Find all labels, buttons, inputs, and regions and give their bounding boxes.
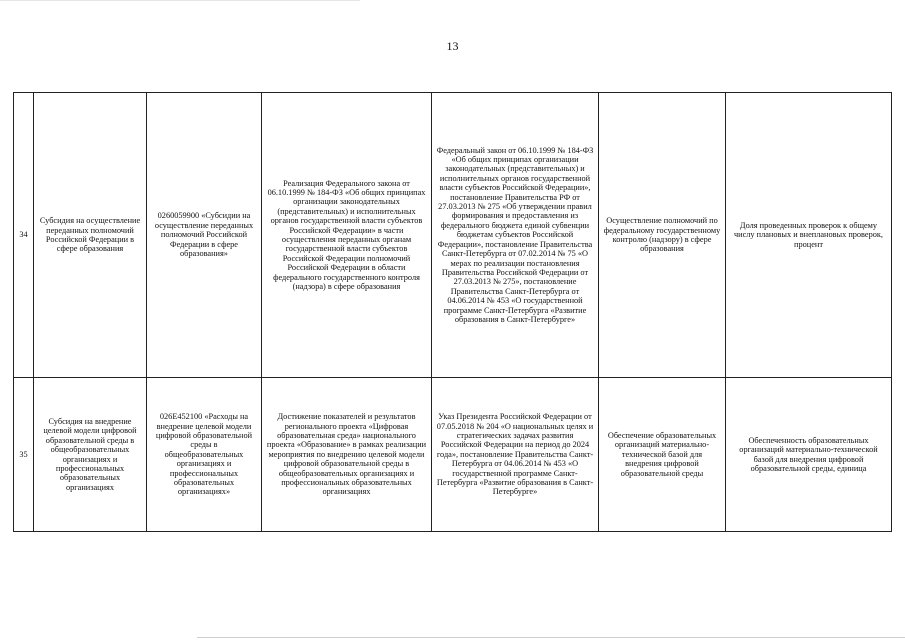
subsidy-name-cell: Субсидия на осуществление переданных полномочий Российской Федерации в сфере образования bbox=[34, 93, 147, 378]
row-number: 34 bbox=[14, 93, 34, 378]
row-number: 35 bbox=[14, 378, 34, 532]
subsidy-table bbox=[13, 92, 892, 532]
indicator-cell: Обеспеченность образовательных организаций материально-технической базой для внедрения цифровой образовательной среды, единица bbox=[726, 378, 892, 532]
top-edge-line bbox=[0, 0, 360, 1]
legal-basis-cell: Указ Президента Российской Федерации от 07.05.2018 № 204 «О национальных целях и стратегических задачах развития Российской Федерации на период до 2024 года», постановление Правительства Санкт-Петербурга от 04.06.2014 № 453 «О государственной программе Санкт-Петербурга «Развитие образования в Санкт-Петербурге» bbox=[432, 378, 599, 532]
budget-code-cell: 0260059900 «Субсидии на осуществление переданных полномочий Российской Федерации в сфере образования» bbox=[147, 93, 262, 378]
legal-basis-cell: Федеральный закон от 06.10.1999 № 184-ФЗ «Об общих принципах организации законодательных (представительных) и исполнительных органов государственной власти субъектов Российской Федерации», постановление Правительства РФ от 27.03.2013 № 275 «Об утверждении правил формирования и предоставления из федерального бюджета единой субвенции бюджетам субъектов Российской Федерации», постановление Правительства Санкт-Петербурга от 07.02.2014 № 75 «О мерах по реализации постановления Правительства Российской Федерации от 27.03.2013 № 275», постановление Правительства Санкт-Петербурга от 04.06.2014 № 453 «О государственной программе Санкт-Петербурга «Развитие образования в Санкт-Петербурге» bbox=[432, 93, 599, 378]
budget-code-cell: 026Е452100 «Расходы на внедрение целевой модели цифровой образовательной среды в общеобразовательных организациях и профессиональных образовательных организациях» bbox=[147, 378, 262, 532]
result-cell: Обеспечение образовательных организаций материально-технической базой для внедрения цифровой образовательной среды bbox=[599, 378, 726, 532]
purpose-cell: Достижение показателей и результатов регионального проекта «Цифровая образовательная среда» национального проекта «Образование» в рамках реализации мероприятия по внедрению целевой модели цифровой образовательной среды в общеобразовательных организациях и профессиональных образовательных организациях bbox=[262, 378, 432, 532]
page-number: 13 bbox=[446, 39, 459, 53]
subsidy-name-cell: Субсидия на внедрение целевой модели цифровой образовательной среды в общеобразовательных организациях и профессиональных образовательных организациях bbox=[34, 378, 147, 532]
purpose-cell: Реализация Федерального закона от 06.10.1999 № 184-ФЗ «Об общих принципах организации законодательных (представительных) и исполнительных органов государственной власти субъектов Российской Федерации» в части осуществления переданных органам государственной власти субъектов Российской Федерации полномочий Российской Федерации в области федерального государственного контроля (надзора) в сфере образования bbox=[262, 93, 432, 378]
table-row bbox=[14, 93, 892, 378]
bottom-edge-line bbox=[197, 637, 905, 638]
table-row bbox=[14, 378, 892, 532]
indicator-cell: Доля проведенных проверок к общему числу плановых и внеплановых проверок, процент bbox=[726, 93, 892, 378]
result-cell: Осуществление полномочий по федеральному государственному контролю (надзору) в сфере образования bbox=[599, 93, 726, 378]
